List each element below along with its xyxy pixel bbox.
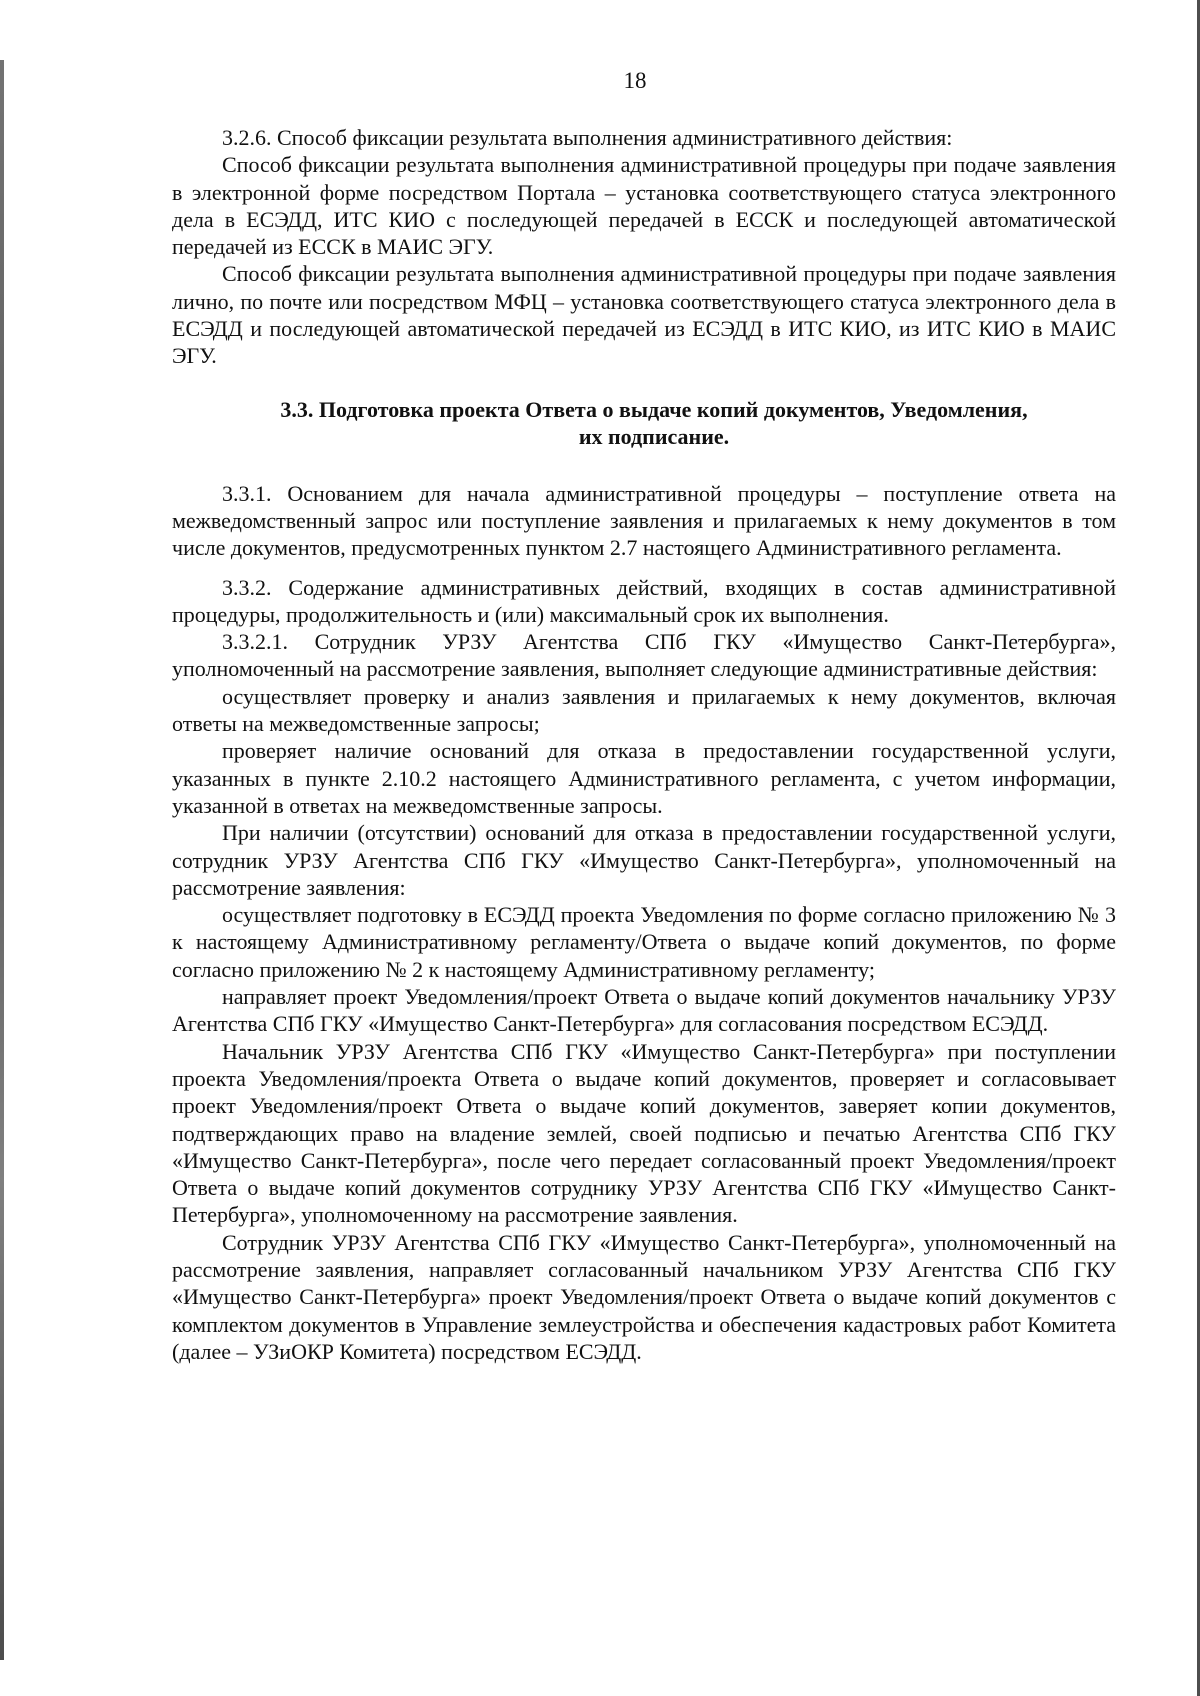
- paragraph-head-approval: Начальник УРЗУ Агентства СПб ГКУ «Имущество Санкт-Петербурга» при поступлении проекта Уведомления/проекта Ответа о выдаче копий документов, проверяет и согласовывает проект Уведомления/проект Ответа о выдаче копий документов, заверяет копии документов, подтверждающих право на владение землей, своей подписью и печатью Агентства СПб ГКУ «Имущество Санкт-Петербурга», после чего передает согласованный проект Уведомления/проект Ответа о выдаче копий документов сотруднику УРЗУ Агентства СПб ГКУ «Имущество Санкт-Петербурга», уполномоченному на рассмотрение заявления.: [172, 1038, 1116, 1228]
- paragraph-action-grounds: проверяет наличие оснований для отказа в предоставлении государственной услуги, указанных в пункте 2.10.2 настоящего Административного регламента, с учетом информации, указанной в ответах на межведомственные запросы.: [172, 738, 1116, 818]
- scan-edge-left: [0, 60, 4, 1660]
- paragraph-grounds-presence: При наличии (отсутствии) оснований для отказа в предоставлении государственной услуги, сотрудник УРЗУ Агентства СПб ГКУ «Имущество Санкт-Петербурга», уполномоченный на рассмотрение заявления:: [172, 820, 1116, 900]
- page-number: 18: [623, 68, 647, 93]
- paragraph-3-2-6: 3.2.6. Способ фиксации результата выполнения административного действия:: [222, 125, 953, 150]
- paragraph-action-send: направляет проект Уведомления/проект Ответа о выдаче копий документов начальнику УРЗУ Агентства СПб ГКУ «Имущество Санкт-Петербурга» для согласования посредством ЕСЭДД.: [172, 984, 1116, 1037]
- section-heading-3-3: [172, 396, 1116, 450]
- section-heading-line-2: их подписание.: [578, 423, 730, 449]
- section-heading-line-1: 3.3. Подготовка проекта Ответа о выдаче копий документов, Уведомления,: [280, 396, 1028, 422]
- paragraph-3-3-1: 3.3.1. Основанием для начала административной процедуры – поступление ответа на межведомственный запрос или поступление заявления и прилагаемых к нему документов в том числе документов, предусмотренных пунктом 2.7 настоящего Административного регламента.: [172, 480, 1116, 561]
- paragraph-fixation-portal: Способ фиксации результата выполнения административной процедуры при подаче заявления в электронной форме посредством Портала – установка соответствующего статуса электронного дела в ЕСЭДД, ИТС КИО с последующей передачей в ЕССК и последующей автоматической передачей из ЕССК в МАИС ЭГУ.: [172, 152, 1116, 260]
- paragraph-action-check: осуществляет проверку и анализ заявления и прилагаемых к нему документов, включая ответы на межведомственные запросы;: [172, 683, 1116, 737]
- paragraph-fixation-mfc: Способ фиксации результата выполнения административной процедуры при подаче заявления лично, по почте или посредством МФЦ – установка соответствующего статуса электронного дела в ЕСЭДД и последующей автоматической передачей из ЕСЭДД в ИТС КИО, из ИТС КИО в МАИС ЭГУ.: [172, 261, 1116, 369]
- paragraph-employee-send: Сотрудник УРЗУ Агентства СПб ГКУ «Имущество Санкт-Петербурга», уполномоченный на рассмотрение заявления, направляет согласованный начальником УРЗУ Агентства СПб ГКУ «Имущество Санкт-Петербурга» проект Уведомления/проект Ответа о выдаче копий документов с комплектом документов в Управление землеустройства и обеспечения кадастровых работ Комитета (далее – УЗиОКР Комитета) посредством ЕСЭДД.: [172, 1229, 1116, 1364]
- paragraph-3-3-2: 3.3.2. Содержание административных действий, входящих в состав административной процедуры, продолжительность и (или) максимальный срок их выполнения.: [172, 574, 1116, 627]
- paragraph-3-3-2-1: 3.3.2.1. Сотрудник УРЗУ Агентства СПб ГКУ «Имущество Санкт-Петербурга», уполномоченный на рассмотрение заявления, выполняет следующие административные действия:: [172, 629, 1116, 682]
- document-body: [172, 124, 1116, 1365]
- paragraph-action-prepare: осуществляет подготовку в ЕСЭДД проекта Уведомления по форме согласно приложению № 3 к настоящему Административному регламенту/Ответа о выдаче копий документов, по форме согласно приложению № 2 к настоящему Административному регламенту;: [172, 902, 1116, 982]
